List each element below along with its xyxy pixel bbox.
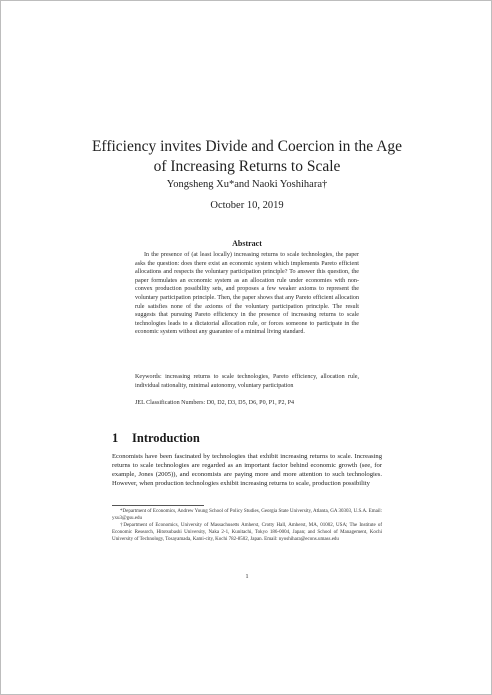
- footnote-divider: [112, 505, 204, 506]
- abstract-heading: Abstract: [232, 239, 262, 248]
- section-heading-introduction: [112, 431, 200, 446]
- paper-title: Efficiency invites Divide and Coercion in the Age of Increasing Returns to Scale: [91, 138, 403, 175]
- paper-authors: Yongsheng Xu*and Naoki Yoshihara†: [166, 179, 328, 190]
- keywords: Keywords: increasing returns to scale technologies, Pareto efficiency, allocation rule, individual rationality, minimal autonomy, voluntary participation: [135, 374, 359, 389]
- footnote-author-2: †Department of Economics, University of Massachusetts Amherst, Crotty Hall, Amherst, MA, 01002, USA; The Institute of Economic Research, Hitotsubashi University, Naka 2-1, Kunitachi, Tokyo 186-0004, Japan; and School of Management, Kochi University of Technology, Tosayamada, Kami-city, Kochi 782-8502, Japan. Email: nyoshihara@econs.umass.edu: [112, 523, 382, 543]
- abstract-text: In the presence of (at least locally) increasing returns to scale technologies, the paper asks the question: does there exist an economic system which implements Pareto efficient allocations and respects the voluntary participation principle? To answer this question, the paper formulates an economic system as an allocation rule under economies with non-convex production possibility sets, and proposes a few weaker axioms to represent the voluntary participation principle. Then, the paper shows that any Pareto efficient allocation rule satisfies none of the axioms of the voluntary participation principle. The result suggests that pursuing Pareto efficiency in the presence of increasing returns to scale technologies leads to a dictatorial allocation rule, or forces someone to participate in the economic system without any guarantee of a minimal living standard.: [135, 252, 359, 336]
- footnote-author-1: *Department of Economics, Andrew Young School of Policy Studies, Georgia State University, Atlanta, GA 30303, U.S.A. Email: yxu3@gsu.edu: [112, 509, 382, 522]
- section-number: 1: [112, 431, 119, 445]
- introduction-paragraph: Economists have been fascinated by technologies that exhibit increasing returns to scale. Increasing returns to scale technologies are regarded as an important factor behind economic growth (see, for example, Jones (2005)), and economists are paying more and more attention to such technologies. However, when production technologies exhibit increasing returns to scale, production possibility: [112, 453, 382, 488]
- page-number: 1: [245, 573, 249, 580]
- paper-date: October 10, 2019: [210, 200, 284, 211]
- section-title: Introduction: [132, 431, 200, 445]
- jel-classification: JEL Classification Numbers: D0, D2, D3, D5, D6, P0, P1, P2, P4: [135, 400, 295, 406]
